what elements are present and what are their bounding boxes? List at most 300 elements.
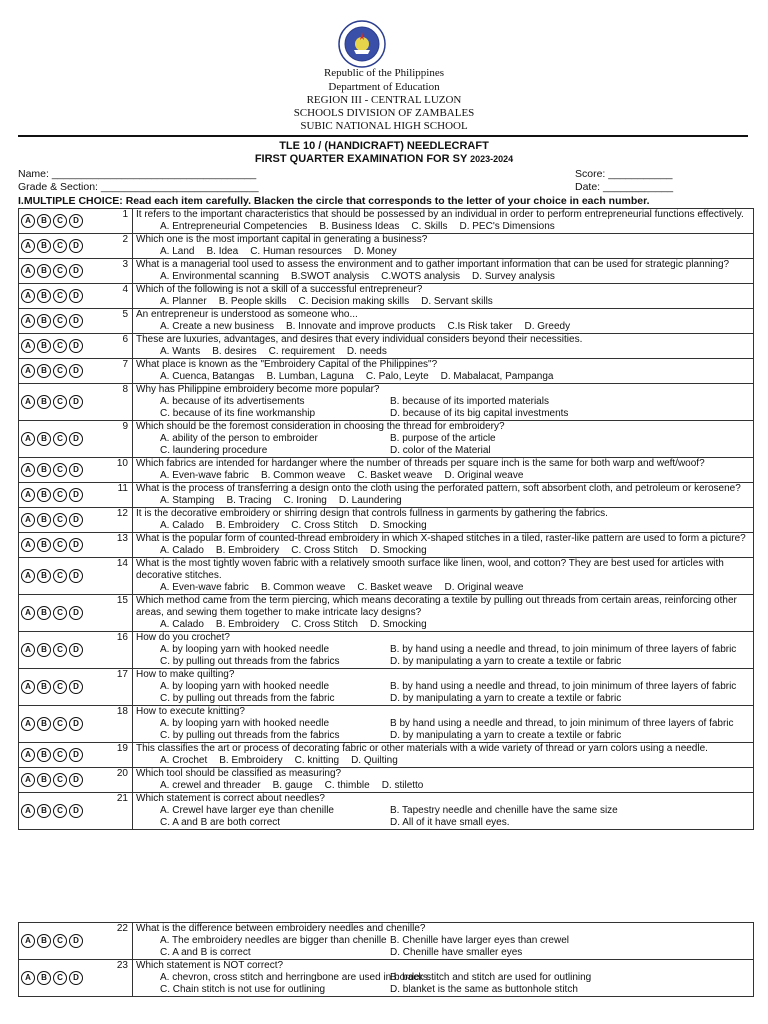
school-year: 2023-2024 [470, 154, 514, 164]
answer-bubble-b[interactable]: B [37, 463, 51, 477]
answer-bubble-b[interactable]: B [37, 680, 51, 694]
question-cell [133, 483, 754, 508]
bubble-cell [19, 743, 106, 768]
option-b: B. purpose of the article [390, 433, 496, 444]
question-number: 6 [105, 334, 133, 359]
answer-bubbles [21, 289, 105, 303]
options [136, 433, 750, 457]
question-number: 7 [105, 359, 133, 384]
answer-bubble-d[interactable]: D [69, 680, 83, 694]
bubble-cell [19, 595, 106, 632]
answer-bubble-c[interactable]: C [53, 971, 67, 985]
question-row [19, 768, 754, 793]
answer-bubble-a[interactable]: A [21, 463, 35, 477]
answer-bubble-d[interactable]: D [69, 773, 83, 787]
questions-table [18, 208, 754, 830]
answer-bubble-b[interactable]: B [37, 934, 51, 948]
answer-bubble-a[interactable]: A [21, 717, 35, 731]
option-b: B. Embroidery [215, 520, 280, 531]
bubble-cell [19, 960, 106, 997]
answer-bubble-a[interactable]: A [21, 289, 35, 303]
option-c: C. Palo, Leyte [365, 371, 429, 382]
answer-bubbles [21, 748, 105, 762]
question-number: 22 [105, 923, 133, 960]
answer-bubble-a[interactable]: A [21, 432, 35, 446]
question-number: 12 [105, 508, 133, 533]
question-row [19, 334, 754, 359]
question-text: It is the decorative embroidery or shirring design that controls fullness in garments by gathering the fabrics. [136, 508, 608, 519]
question-cell [133, 923, 754, 960]
answer-bubble-d[interactable]: D [69, 239, 83, 253]
question-row [19, 960, 754, 997]
answer-bubble-b[interactable]: B [37, 488, 51, 502]
option-b: B. Common weave [260, 582, 346, 593]
answer-bubble-a[interactable]: A [21, 239, 35, 253]
question-number: 13 [105, 533, 133, 558]
answer-bubble-c[interactable]: C [53, 680, 67, 694]
option-a: A. ability of the person to embroider [160, 433, 318, 444]
option-a: A. by looping yarn with hooked needle [160, 718, 330, 729]
options [136, 396, 750, 420]
option-a: A. Calado [160, 520, 204, 531]
question-text: Which one is the most important capital in generating a business? [136, 234, 428, 245]
answer-bubble-b[interactable]: B [37, 432, 51, 446]
question-text: What is the difference between embroidery needles and chenille? [136, 923, 426, 934]
question-text: How to execute knitting? [136, 706, 245, 717]
answer-bubble-d[interactable]: D [69, 432, 83, 446]
answer-bubbles [21, 804, 105, 818]
answer-bubbles [21, 314, 105, 328]
option-b: B. Embroidery [219, 755, 283, 766]
answer-bubble-c[interactable]: C [53, 606, 67, 620]
answer-bubble-b[interactable]: B [37, 748, 51, 762]
option-c: C. Human resources [250, 246, 342, 257]
answer-bubble-c[interactable]: C [53, 748, 67, 762]
question-number: 18 [105, 706, 133, 743]
answer-bubble-b[interactable]: B [37, 264, 51, 278]
option-c: C. by pulling out threads from the fabrics [160, 730, 340, 741]
answer-bubble-c[interactable]: C [53, 643, 67, 657]
answer-bubble-c[interactable]: C [53, 538, 67, 552]
answer-bubble-b[interactable]: B [37, 339, 51, 353]
answer-bubble-d[interactable]: D [69, 264, 83, 278]
option-d: D. Chenille have smaller eyes [390, 947, 523, 958]
answer-bubble-a[interactable]: A [21, 773, 35, 787]
answer-bubbles [21, 395, 105, 409]
answer-bubble-c[interactable]: C [53, 432, 67, 446]
question-number: 2 [105, 234, 133, 259]
answer-bubble-c[interactable]: C [53, 773, 67, 787]
question-number: 17 [105, 669, 133, 706]
answer-bubble-c[interactable]: C [53, 463, 67, 477]
question-row [19, 384, 754, 421]
answer-bubble-a[interactable]: A [21, 314, 35, 328]
option-d: D. PEC's Dimensions [459, 221, 555, 232]
answer-bubble-c[interactable]: C [53, 339, 67, 353]
question-text: Which tool should be classified as measuring? [136, 768, 342, 779]
question-number: 11 [105, 483, 133, 508]
option-d: D. Greedy [524, 321, 571, 332]
option-c: C. laundering procedure [160, 445, 268, 456]
option-d: D. blanket is the same as buttonhole stitch [390, 984, 578, 995]
question-cell [133, 669, 754, 706]
header-division: SCHOOLS DIVISION OF ZAMBALES [293, 107, 475, 119]
question-number: 9 [105, 421, 133, 458]
option-c: C. because of its fine workmanship [160, 408, 316, 419]
bubble-cell [19, 669, 106, 706]
answer-bubble-a[interactable]: A [21, 971, 35, 985]
answer-bubble-a[interactable]: A [21, 643, 35, 657]
option-a: A. Environmental scanning [160, 271, 279, 282]
question-text: Which fabrics are intended for hardanger where the number of threads per square inch is the same for both warp and weft/woof? [136, 458, 705, 469]
answer-bubble-a[interactable]: A [21, 214, 35, 228]
option-b: B. by hand using a needle and thread, to join minimum of three layers of fabric [390, 681, 737, 692]
answer-bubble-b[interactable]: B [37, 239, 51, 253]
answer-bubble-b[interactable]: B [37, 289, 51, 303]
answer-bubble-d[interactable]: D [69, 289, 83, 303]
options [136, 271, 750, 283]
question-number: 1 [105, 209, 133, 234]
question-text: Why has Philippine embroidery become more popular? [136, 384, 380, 395]
answer-bubble-a[interactable]: A [21, 680, 35, 694]
name-field[interactable]: Name: ___________________________________ [18, 168, 257, 180]
bubble-cell [19, 793, 106, 830]
answer-bubble-c[interactable]: C [53, 289, 67, 303]
answer-bubbles [21, 214, 105, 228]
option-b: B. People skills [218, 296, 287, 307]
questions-table-page2 [18, 922, 754, 997]
option-d: D. Original weave [444, 582, 524, 593]
option-b: B. back stitch and stitch are used for outlining [390, 972, 592, 983]
answer-bubble-c[interactable]: C [53, 395, 67, 409]
question-cell [133, 384, 754, 421]
bubble-cell [19, 234, 106, 259]
answer-bubble-b[interactable]: B [37, 364, 51, 378]
answer-bubbles [21, 364, 105, 378]
option-a: A. Crewel have larger eye than chenille [160, 805, 334, 816]
question-row [19, 558, 754, 595]
option-b: B. Chenille have larger eyes than crewel [390, 935, 569, 946]
option-d: D. Mabalacat, Pampanga [440, 371, 554, 382]
answer-bubble-c[interactable]: C [53, 239, 67, 253]
question-cell [133, 309, 754, 334]
question-number: 16 [105, 632, 133, 669]
bubble-cell [19, 483, 106, 508]
option-b: B. Embroidery [215, 619, 280, 630]
option-a: A. The embroidery needles are bigger than chenille [160, 935, 387, 946]
option-b: B. Tracing [226, 495, 272, 506]
bubble-cell [19, 421, 106, 458]
answer-bubble-d[interactable]: D [69, 606, 83, 620]
option-a: A. Calado [160, 545, 204, 556]
answer-bubbles [21, 569, 105, 583]
answer-bubble-d[interactable]: D [69, 214, 83, 228]
header-rule [18, 135, 748, 137]
date-field[interactable]: Date: ____________ [575, 181, 674, 193]
answer-bubbles [21, 606, 105, 620]
question-cell [133, 421, 754, 458]
answer-bubble-d[interactable]: D [69, 513, 83, 527]
question-row [19, 508, 754, 533]
answer-bubble-b[interactable]: B [37, 971, 51, 985]
answer-bubble-b[interactable]: B [37, 395, 51, 409]
option-d: D. stiletto [381, 780, 424, 791]
answer-bubble-d[interactable]: D [69, 643, 83, 657]
options [136, 972, 750, 996]
answer-bubble-d[interactable]: D [69, 804, 83, 818]
answer-bubble-b[interactable]: B [37, 773, 51, 787]
options [136, 755, 750, 767]
bubble-cell [19, 632, 106, 669]
question-row [19, 793, 754, 830]
answer-bubble-a[interactable]: A [21, 395, 35, 409]
answer-bubble-b[interactable]: B [37, 214, 51, 228]
question-text: Which method came from the term piercing, which means decorating a textile by pulling out threads from certain areas, reinforcing other areas, and sewing them together to make intricate lacy designs? [136, 595, 737, 618]
question-cell [133, 595, 754, 632]
answer-bubble-b[interactable]: B [37, 804, 51, 818]
question-cell [133, 768, 754, 793]
options [136, 346, 750, 358]
option-d: D. because of its big capital investments [390, 408, 569, 419]
option-a: A. crewel and threader [160, 780, 261, 791]
answer-bubble-a[interactable]: A [21, 606, 35, 620]
answer-bubbles [21, 680, 105, 694]
options [136, 582, 750, 594]
answer-bubbles [21, 488, 105, 502]
answer-bubble-a[interactable]: A [21, 569, 35, 583]
option-c: C. Basket weave [357, 582, 433, 593]
question-cell [133, 960, 754, 997]
answer-bubble-b[interactable]: B [37, 538, 51, 552]
question-row [19, 234, 754, 259]
option-d: D. Smocking [369, 545, 427, 556]
grade-section-field[interactable]: Grade & Section: ___________________________ [18, 181, 259, 193]
question-cell [133, 234, 754, 259]
answer-bubbles [21, 513, 105, 527]
option-b: B.SWOT analysis [290, 271, 370, 282]
option-c: C. Cross Stitch [291, 619, 358, 630]
answer-bubble-d[interactable]: D [69, 488, 83, 502]
answer-bubble-c[interactable]: C [53, 488, 67, 502]
question-text: What is the process of transferring a design onto the cloth using the perforated pattern, soft absorbent cloth, and petroleum or kerosene? [136, 483, 741, 494]
answer-bubble-a[interactable]: A [21, 934, 35, 948]
answer-bubble-a[interactable]: A [21, 748, 35, 762]
question-row [19, 595, 754, 632]
answer-bubble-c[interactable]: C [53, 264, 67, 278]
option-a: A. by looping yarn with hooked needle [160, 644, 330, 655]
answer-bubble-d[interactable]: D [69, 395, 83, 409]
answer-bubble-c[interactable]: C [53, 569, 67, 583]
option-c: C. A and B are both correct [160, 817, 281, 828]
option-b: B. Business Ideas [319, 221, 400, 232]
answer-bubble-a[interactable]: A [21, 804, 35, 818]
answer-bubble-b[interactable]: B [37, 569, 51, 583]
options [136, 321, 750, 333]
option-a: A. chevron, cross stitch and herringbone are used in borders. [160, 972, 431, 983]
options [136, 246, 750, 258]
question-cell [133, 632, 754, 669]
question-text: What is a managerial tool used to assess the environment and to gather important information that can be used for strategic planning? [136, 259, 730, 270]
answer-bubbles [21, 432, 105, 446]
question-cell [133, 359, 754, 384]
answer-bubble-a[interactable]: A [21, 339, 35, 353]
option-d: D. color of the Material [390, 445, 491, 456]
answer-bubble-c[interactable]: C [53, 214, 67, 228]
question-text: An entrepreneur is understood as someone who... [136, 309, 358, 320]
answer-bubble-a[interactable]: A [21, 264, 35, 278]
answer-bubble-a[interactable]: A [21, 513, 35, 527]
option-b: B. Common weave [260, 470, 346, 481]
option-c: C. by pulling out threads from the fabrics [160, 656, 340, 667]
answer-bubble-d[interactable]: D [69, 934, 83, 948]
option-c: C. Chain stitch is not use for outlining [160, 984, 326, 995]
options [136, 495, 750, 507]
question-row [19, 923, 754, 960]
option-d: D. needs [346, 346, 387, 357]
answer-bubble-b[interactable]: B [37, 513, 51, 527]
option-c: C. Basket weave [357, 470, 433, 481]
question-row [19, 483, 754, 508]
option-b: B. Idea [206, 246, 239, 257]
question-number: 19 [105, 743, 133, 768]
question-row [19, 259, 754, 284]
answer-bubble-d[interactable]: D [69, 569, 83, 583]
options [136, 470, 750, 482]
answer-bubble-d[interactable]: D [69, 971, 83, 985]
answer-bubble-c[interactable]: C [53, 364, 67, 378]
option-a: A. Land [160, 246, 195, 257]
question-number: 15 [105, 595, 133, 632]
option-c: C. Skills [411, 221, 448, 232]
question-row [19, 458, 754, 483]
answer-bubble-c[interactable]: C [53, 717, 67, 731]
answer-bubbles [21, 264, 105, 278]
deped-seal-logo [338, 20, 386, 68]
answer-bubble-c[interactable]: C [53, 314, 67, 328]
options [136, 644, 750, 668]
option-a: A. Stamping [160, 495, 215, 506]
instructions: I.MULTIPLE CHOICE: Read each item carefully. Blacken the circle that corresponds to the letter of your choice in each number. [18, 195, 650, 207]
answer-bubble-d[interactable]: D [69, 748, 83, 762]
question-text: How do you crochet? [136, 632, 230, 643]
question-text: It refers to the important characteristics that should be possessed by an individual in order to perform entrepreneurial functions effectively. [136, 209, 744, 220]
question-row [19, 632, 754, 669]
header-department: Department of Education [328, 81, 440, 93]
option-c: C. Ironing [283, 495, 327, 506]
header-region: REGION III - CENTRAL LUZON [306, 94, 462, 106]
bubble-cell [19, 923, 106, 960]
options [136, 718, 750, 742]
bubble-cell [19, 768, 106, 793]
answer-bubble-d[interactable]: D [69, 463, 83, 477]
answer-bubble-b[interactable]: B [37, 643, 51, 657]
option-d: D. Laundering [338, 495, 402, 506]
option-c: C. Cross Stitch [291, 545, 358, 556]
question-number: 3 [105, 259, 133, 284]
answer-bubble-d[interactable]: D [69, 314, 83, 328]
option-c: C. requirement [268, 346, 335, 357]
option-d: D. Survey analysis [472, 271, 555, 282]
question-number: 5 [105, 309, 133, 334]
options [136, 780, 750, 792]
option-a: A. Entrepreneurial Competencies [160, 221, 308, 232]
answer-bubble-b[interactable]: B [37, 314, 51, 328]
answer-bubble-a[interactable]: A [21, 538, 35, 552]
option-a: A. Even-wave fabric [160, 470, 249, 481]
exam-title-text: FIRST QUARTER EXAMINATION FOR SY [254, 153, 468, 165]
answer-bubble-b[interactable]: B [37, 717, 51, 731]
bubble-cell [19, 334, 106, 359]
option-b: B. Lumban, Laguna [266, 371, 354, 382]
option-c: C. thimble [324, 780, 370, 791]
answer-bubble-b[interactable]: B [37, 606, 51, 620]
question-cell [133, 458, 754, 483]
question-row [19, 359, 754, 384]
option-d: D. Quilting [351, 755, 398, 766]
option-b: B. because of its imported materials [390, 396, 549, 407]
question-cell [133, 533, 754, 558]
option-c: C. A and B is correct [160, 947, 251, 958]
score-field[interactable]: Score: ___________ [575, 168, 673, 180]
answer-bubble-a[interactable]: A [21, 488, 35, 502]
question-number: 4 [105, 284, 133, 309]
answer-bubble-c[interactable]: C [53, 934, 67, 948]
question-text: These are luxuries, advantages, and desires that every individual considers beyond their necessities. [136, 334, 583, 345]
option-d: D. Original weave [444, 470, 524, 481]
option-d: D. All of it have small eyes. [390, 817, 510, 828]
options [136, 935, 750, 959]
option-c: C. knitting [294, 755, 340, 766]
answer-bubbles [21, 538, 105, 552]
option-c: C. by pulling out threads from the fabric [160, 693, 335, 704]
answer-bubbles [21, 971, 105, 985]
answer-bubble-c[interactable]: C [53, 804, 67, 818]
header-republic: Republic of the Philippines [323, 67, 445, 79]
answer-bubble-d[interactable]: D [69, 364, 83, 378]
answer-bubbles [21, 643, 105, 657]
question-cell [133, 284, 754, 309]
question-row [19, 284, 754, 309]
options [136, 545, 750, 557]
answer-bubbles [21, 463, 105, 477]
answer-bubbles [21, 773, 105, 787]
bubble-cell [19, 458, 106, 483]
option-a: A. because of its advertisements [160, 396, 305, 407]
option-d: D. by manipulating a yarn to create a textile or fabric [390, 730, 622, 741]
question-row [19, 309, 754, 334]
option-b: B. desires [212, 346, 257, 357]
answer-bubble-d[interactable]: D [69, 538, 83, 552]
question-row [19, 706, 754, 743]
answer-bubble-c[interactable]: C [53, 513, 67, 527]
bubble-cell [19, 284, 106, 309]
question-cell [133, 558, 754, 595]
options [136, 296, 750, 308]
bubble-cell [19, 706, 106, 743]
question-row [19, 743, 754, 768]
question-row [19, 209, 754, 234]
option-d: D. Smocking [369, 520, 427, 531]
exam-title [0, 153, 768, 166]
option-a: A. Calado [160, 619, 204, 630]
options [136, 619, 750, 631]
bubble-cell [19, 209, 106, 234]
option-c: C.WOTS analysis [381, 271, 461, 282]
answer-bubble-a[interactable]: A [21, 364, 35, 378]
answer-bubble-d[interactable]: D [69, 717, 83, 731]
answer-bubble-d[interactable]: D [69, 339, 83, 353]
answer-bubbles [21, 339, 105, 353]
